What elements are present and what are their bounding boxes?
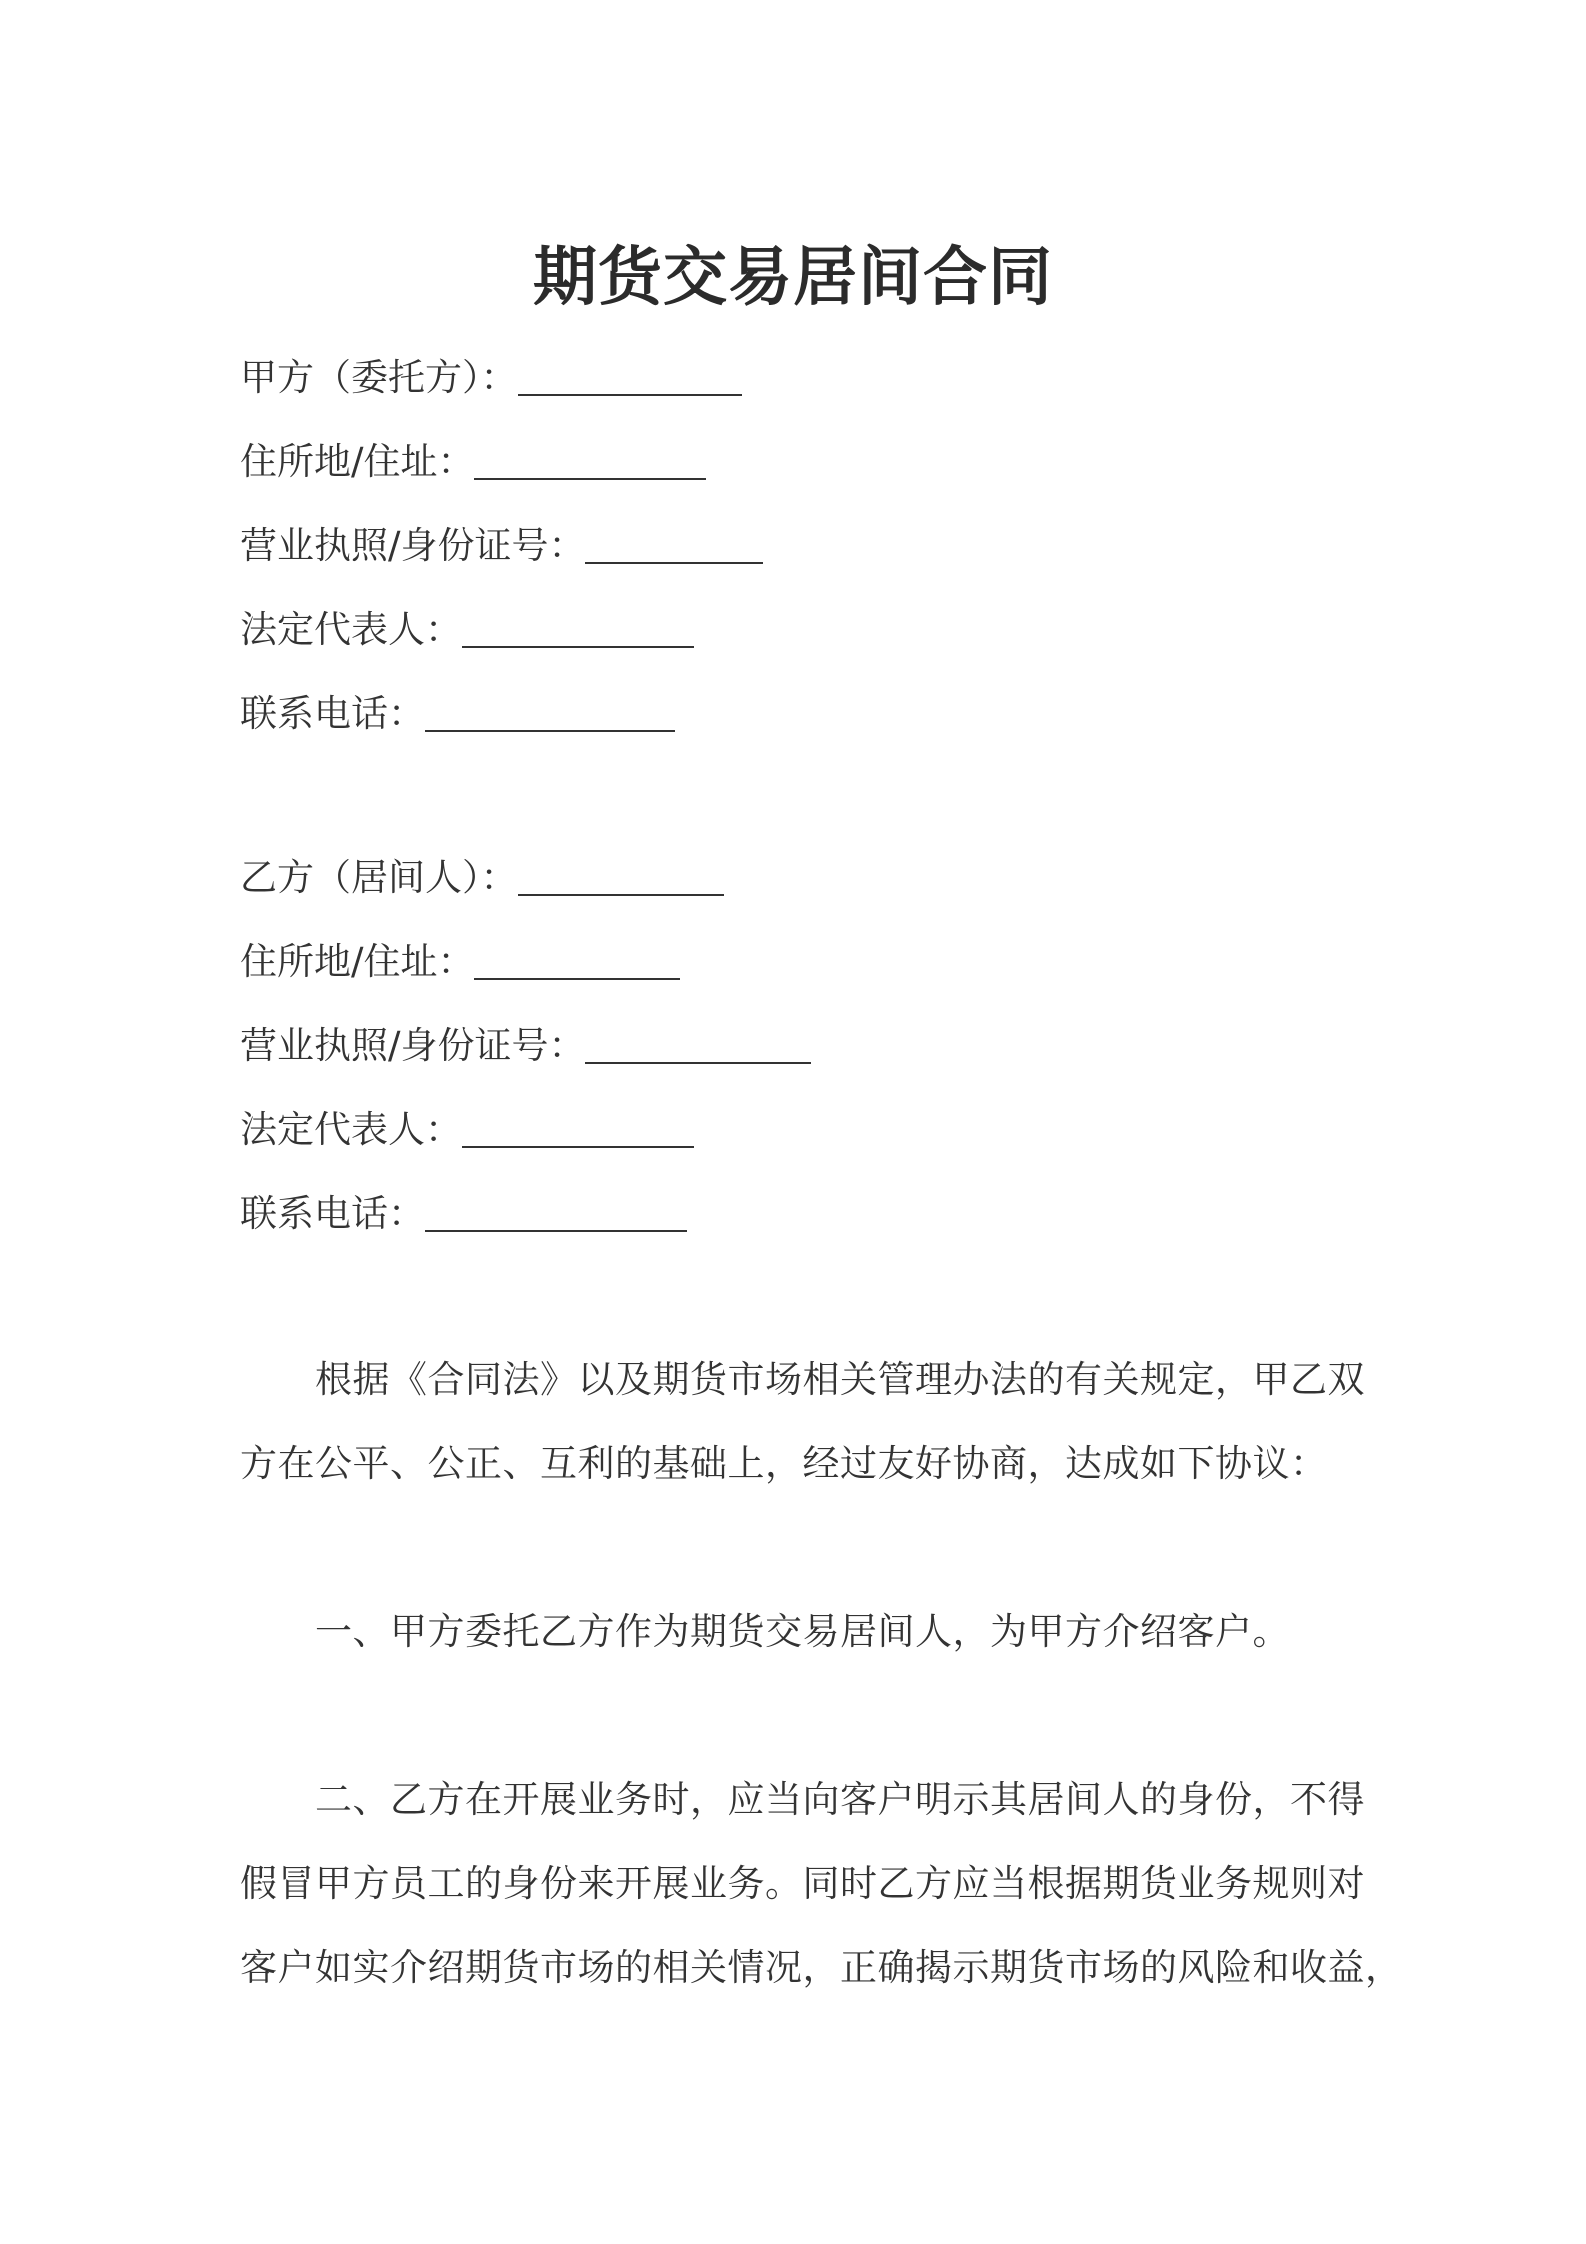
party-b-rep-field	[240, 1106, 694, 1154]
party-b-field	[240, 854, 724, 902]
clause-2-line: 客户如实介绍期货市场的相关情况，正确揭示期货市场的风险和收益，	[240, 1946, 1403, 1989]
party-a-address-label: 住所地/住址：	[240, 440, 475, 483]
party-b-address-field	[240, 938, 680, 986]
party-b-phone-label: 联系电话：	[240, 1192, 425, 1235]
party-a-rep-blank[interactable]	[462, 610, 694, 648]
party-a-phone-blank[interactable]	[425, 694, 675, 732]
party-b-rep-blank[interactable]	[462, 1110, 694, 1148]
party-a-license-blank[interactable]	[585, 526, 763, 564]
party-b-blank[interactable]	[518, 858, 724, 896]
party-a-blank[interactable]	[518, 358, 742, 396]
party-b-phone-field	[240, 1190, 687, 1238]
party-a-label: 甲方（委托方）：	[240, 356, 518, 399]
party-b-license-blank[interactable]	[585, 1026, 811, 1064]
party-a-field	[240, 354, 742, 402]
party-a-phone-field	[240, 690, 675, 738]
party-a-address-blank[interactable]	[474, 442, 706, 480]
party-b-label: 乙方（居间人）：	[240, 856, 518, 899]
party-a-rep-field	[240, 606, 694, 654]
preamble-line: 方在公平、公正、互利的基础上，经过友好协商，达成如下协议：	[240, 1442, 1328, 1485]
party-b-address-label: 住所地/住址：	[240, 940, 475, 983]
party-a-license-field	[240, 522, 763, 570]
document-title: 期货交易居间合同	[533, 241, 1053, 315]
party-b-rep-label: 法定代表人：	[240, 1108, 462, 1151]
party-a-address-field	[240, 438, 706, 486]
party-b-address-blank[interactable]	[474, 942, 680, 980]
clause-1-line: 一、甲方委托乙方作为期货交易居间人，为甲方介绍客户。	[240, 1610, 1290, 1653]
party-b-phone-blank[interactable]	[425, 1194, 687, 1232]
party-b-license-label: 营业执照/身份证号：	[240, 1024, 586, 1067]
preamble-line: 根据《合同法》以及期货市场相关管理办法的有关规定，甲乙双	[240, 1358, 1365, 1401]
clause-2-line: 二、乙方在开展业务时，应当向客户明示其居间人的身份，不得	[240, 1778, 1365, 1821]
clause-2-line: 假冒甲方员工的身份来开展业务。同时乙方应当根据期货业务规则对	[240, 1862, 1365, 1905]
party-a-license-label: 营业执照/身份证号：	[240, 524, 586, 567]
party-a-rep-label: 法定代表人：	[240, 608, 462, 651]
party-a-phone-label: 联系电话：	[240, 692, 425, 735]
party-b-license-field	[240, 1022, 811, 1070]
